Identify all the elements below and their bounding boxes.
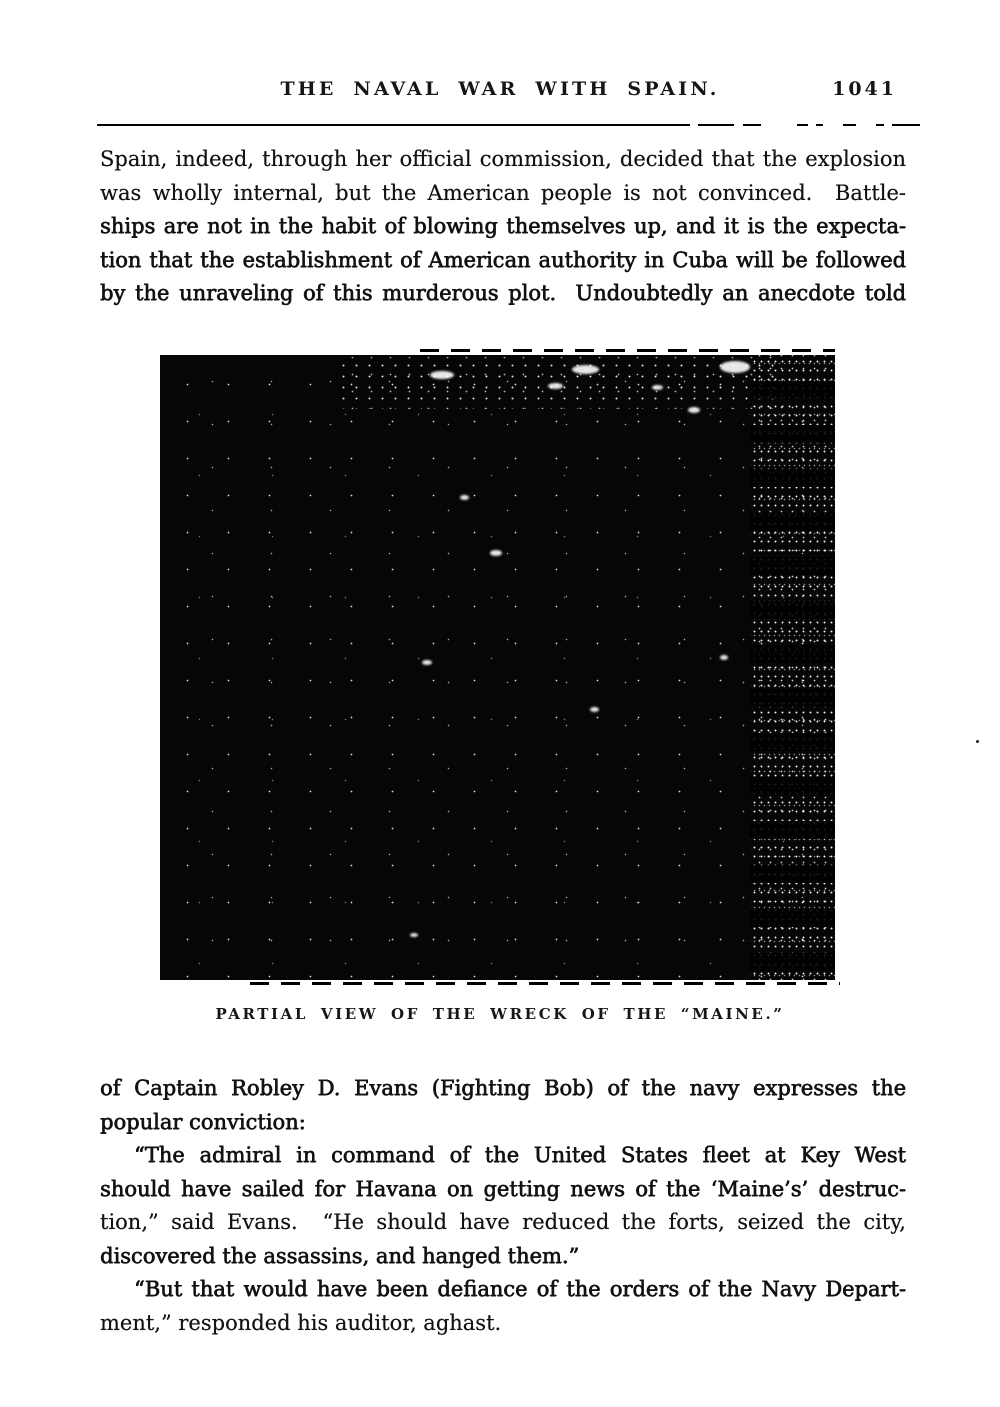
text-line: ment,” responded his auditor, aghast. <box>100 1310 502 1335</box>
wreck-photo <box>160 355 835 980</box>
paragraph-top <box>100 143 906 311</box>
text-line: “The admiral in command of the United States fleet at Key West <box>134 1143 906 1167</box>
photo-edge-marks-top <box>420 349 835 352</box>
photo-edge-marks-bottom <box>250 982 840 985</box>
text-line: popular conviction: <box>100 1109 306 1134</box>
photo-highlight <box>422 660 432 665</box>
photo-highlight <box>590 707 599 712</box>
page-header <box>0 78 1000 104</box>
text-line: by the unraveling of this murderous plot. Undoubtedly an anecdote told <box>100 281 906 305</box>
text-line: of Captain Robley D. Evans (Fighting Bob) of the navy expresses the <box>100 1076 906 1100</box>
photo-highlight <box>548 383 563 389</box>
photo-highlight <box>410 933 418 937</box>
photo-highlight <box>688 407 700 413</box>
header-title: THE NAVAL WAR WITH SPAIN. <box>280 78 720 100</box>
photo-highlight <box>460 495 469 500</box>
stray-mark <box>976 740 979 743</box>
text-line: Spain, indeed, through her official commission, decided that the explosion <box>100 147 906 171</box>
photo-highlight <box>490 550 502 556</box>
photo-highlight <box>720 655 728 660</box>
page-number: 1041 <box>832 78 897 100</box>
text-line: tion that the establishment of American authority in Cuba will be followed <box>100 247 906 272</box>
text-line: should have sailed for Havana on getting news of the ‘Maine’s’ destruc- <box>100 1176 906 1201</box>
photo-highlight <box>720 361 750 373</box>
text-line: “But that would have been defiance of the orders of the Navy Depart- <box>134 1277 906 1301</box>
photo-highlight <box>430 371 454 379</box>
photo-speckle-overlay <box>160 355 835 980</box>
header-rule <box>97 124 920 127</box>
text-line: was wholly internal, but the American people is not convinced. Battle- <box>100 180 906 205</box>
photo-highlight <box>652 385 663 390</box>
text-line: ships are not in the habit of blowing themselves up, and it is the expecta- <box>100 214 906 238</box>
photo-highlight <box>572 365 599 374</box>
photo-caption: PARTIAL VIEW OF THE WRECK OF THE “MAINE.” <box>215 1005 785 1023</box>
text-line: discovered the assassins, and hanged them.” <box>100 1243 580 1268</box>
text-line: tion,” said Evans. “He should have reduced the forts, seized the city, <box>100 1210 906 1234</box>
paragraph-bottom <box>100 1072 906 1340</box>
photo-band-stripes <box>750 355 835 980</box>
